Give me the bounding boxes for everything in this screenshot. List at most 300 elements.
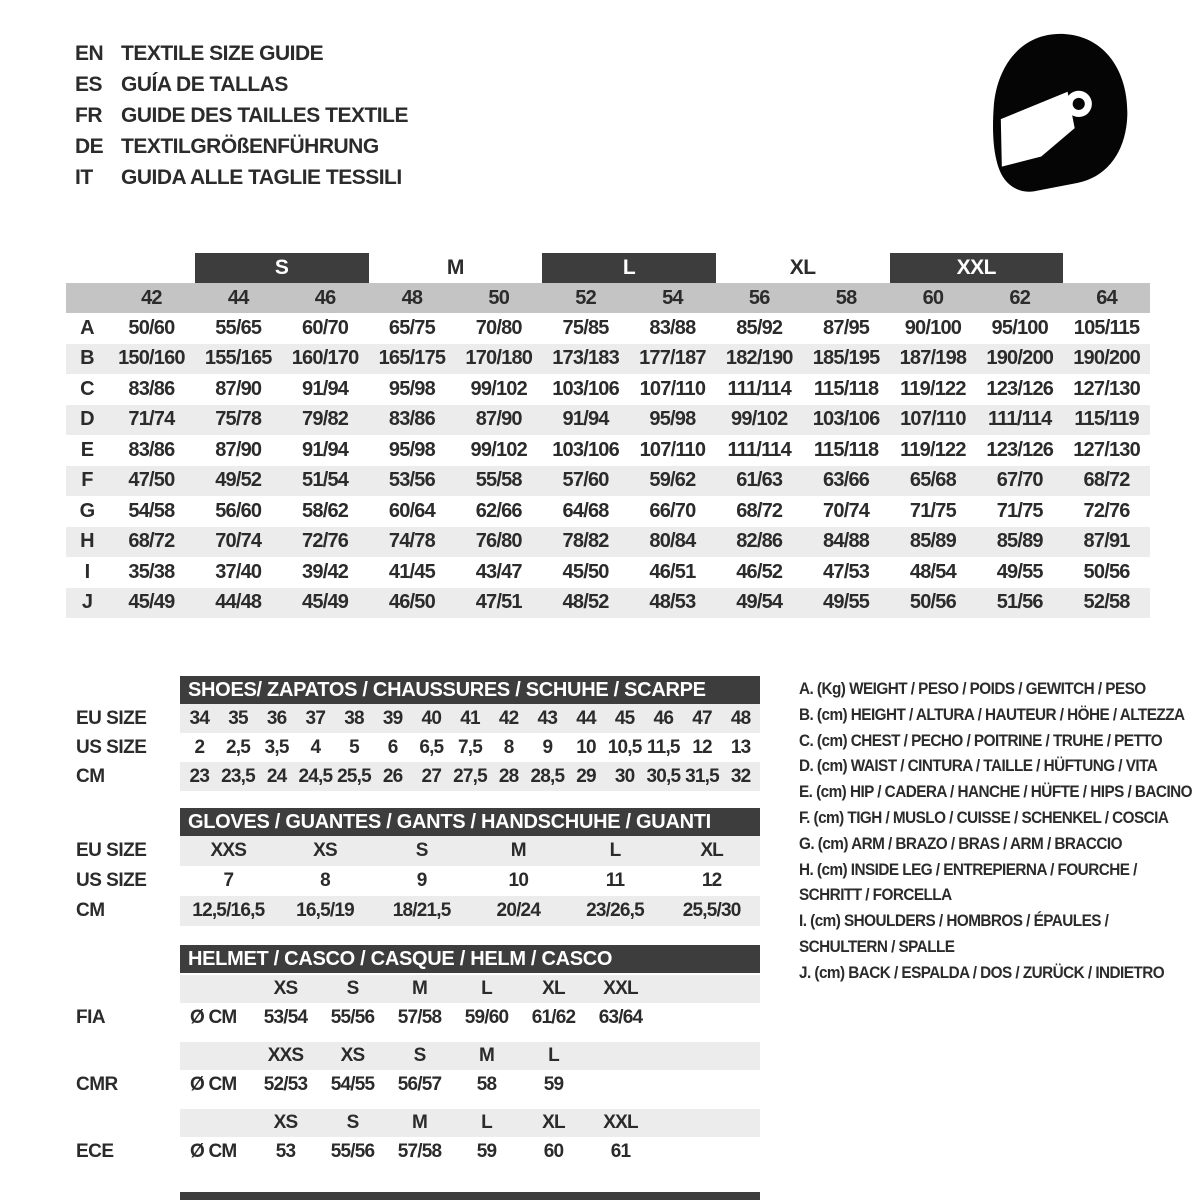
value-cell: 35 <box>228 707 248 729</box>
size-label: L <box>481 978 492 999</box>
size-value: 76/80 <box>475 530 522 553</box>
value-cell: 12 <box>692 736 712 758</box>
size-value: 99/102 <box>470 438 527 461</box>
value-cell: 12 <box>701 870 722 891</box>
legend-line: SCHULTERN / SPALLE <box>799 936 955 956</box>
size-value: 170/180 <box>465 347 533 370</box>
value-cell: 48 <box>730 707 751 729</box>
size-label: XXS <box>267 1045 304 1066</box>
gloves-size-table <box>66 808 776 926</box>
size-value: 127/130 <box>1073 438 1140 461</box>
size-value: 160/170 <box>291 347 359 370</box>
size-value: 46/52 <box>736 560 783 583</box>
size-value: 72/76 <box>1083 499 1130 522</box>
size-value: 82/86 <box>736 530 783 553</box>
size-value: 150/160 <box>118 347 185 370</box>
row-label: H <box>80 530 94 553</box>
value-cell: 55/56 <box>330 1007 375 1028</box>
value-cell: 9 <box>542 736 553 758</box>
size-value: 65/75 <box>388 316 435 339</box>
size-row-f <box>66 466 1150 497</box>
size-value: 85/92 <box>736 316 783 339</box>
size-row-a <box>66 313 1150 344</box>
value-cell: 31,5 <box>685 765 719 787</box>
value-cell: 12,5/16,5 <box>192 900 265 921</box>
row-cells <box>180 1137 760 1167</box>
size-value: 123/126 <box>986 377 1054 400</box>
value-cell: 59 <box>543 1074 564 1095</box>
value-cell: 45 <box>614 707 635 729</box>
language-title: TEXTILGRÖßENFÜHRUNG <box>121 134 379 158</box>
size-label: M <box>411 1112 428 1133</box>
legend-item-a <box>799 676 1186 702</box>
size-value: 49/55 <box>823 591 870 614</box>
size-value: 50/56 <box>1083 560 1130 583</box>
value-cell: XXS <box>210 840 247 861</box>
size-value: 61/63 <box>736 469 783 492</box>
size-value: 50/60 <box>128 316 175 339</box>
value-cell: 42 <box>498 707 519 729</box>
row-cells <box>180 896 760 926</box>
value-cell: 30 <box>614 765 635 787</box>
size-value: 177/187 <box>639 347 706 370</box>
standard-label: ECE <box>76 1141 114 1162</box>
table-row <box>66 762 776 791</box>
size-value: 51/54 <box>302 469 349 492</box>
size-value: 75/85 <box>562 316 609 339</box>
size-value: 85/89 <box>909 530 956 553</box>
size-value: 107/110 <box>639 377 706 400</box>
size-value: 119/122 <box>900 438 966 461</box>
value-cell: 11,5 <box>646 736 680 758</box>
value-cell: 24,5 <box>298 765 333 787</box>
value-cell: 20/24 <box>496 900 541 921</box>
value-cell: S <box>415 840 428 861</box>
size-value: 155/165 <box>204 347 272 370</box>
size-row-h <box>66 527 1150 558</box>
size-value: 52/58 <box>1083 591 1130 614</box>
size-value: 190/200 <box>986 347 1054 370</box>
size-value: 127/130 <box>1073 377 1140 400</box>
size-value: 50/56 <box>909 591 956 614</box>
row-label: CM <box>76 765 105 787</box>
legend-line: J. (cm) BACK / ESPALDA / DOS / ZURÜCK / INDIETRO <box>799 962 1165 982</box>
size-label: M <box>411 978 428 999</box>
size-value: 182/190 <box>725 347 793 370</box>
size-value: 67/70 <box>996 469 1043 492</box>
value-cell: 43 <box>537 707 558 729</box>
value-cell: 28,5 <box>530 765 565 787</box>
size-band-l: L <box>542 253 716 283</box>
numeric-size: 58 <box>835 286 857 309</box>
value-cell: 8 <box>320 870 330 891</box>
legend-item-f <box>799 805 1186 831</box>
measurement-rows <box>66 313 1150 618</box>
cropped-section-bar <box>180 1192 760 1200</box>
size-label: M <box>478 1045 495 1066</box>
language-code: FR <box>75 103 102 127</box>
value-cell: 26 <box>382 765 403 787</box>
size-row-b <box>66 344 1150 375</box>
size-value: 78/82 <box>562 530 609 553</box>
size-value: 105/115 <box>1073 316 1140 339</box>
legend-item-i <box>799 908 1186 960</box>
size-value: 70/74 <box>823 499 870 522</box>
value-cell: 23/26,5 <box>586 900 644 921</box>
legend-item-b <box>799 702 1186 728</box>
gloves-section-title: GLOVES / GUANTES / GANTS / HANDSCHUHE / GUANTI <box>180 808 760 836</box>
row-cells <box>180 1109 760 1137</box>
size-value: 107/110 <box>900 408 966 431</box>
size-value: 49/52 <box>215 469 262 492</box>
size-band-s: S <box>195 253 369 283</box>
helmet-size-table <box>66 945 776 1167</box>
size-value: 83/86 <box>128 438 175 461</box>
legend-line: I. (cm) SHOULDERS / HOMBROS / ÉPAULES / <box>799 911 1109 931</box>
value-cell: 59 <box>476 1141 497 1162</box>
value-cell: 8 <box>503 736 514 758</box>
size-value: 51/56 <box>996 591 1043 614</box>
legend-line: A. (Kg) WEIGHT / PESO / POIDS / GEWITCH / PESO <box>799 679 1146 698</box>
row-label: D <box>80 408 94 431</box>
size-value: 39/42 <box>302 560 349 583</box>
value-cell: 6,5 <box>419 736 444 758</box>
size-value: 111/114 <box>988 408 1052 431</box>
numeric-size: 52 <box>575 286 596 309</box>
value-cell: 40 <box>421 707 442 729</box>
size-value: 190/200 <box>1073 347 1140 370</box>
value-cell: 56/57 <box>397 1074 442 1095</box>
helmet-value-row <box>66 1137 776 1167</box>
row-label: C <box>80 377 94 400</box>
size-value: 47/51 <box>475 591 522 614</box>
size-value: 84/88 <box>823 530 870 553</box>
measurement-legend <box>799 676 1193 986</box>
unit-cell: Ø CM <box>190 1141 237 1162</box>
numeric-size: 46 <box>314 286 336 309</box>
value-cell: 25,5/30 <box>682 900 741 921</box>
legend-line: G. (cm) ARM / BRAZO / BRAS / ARM / BRACCIO <box>799 833 1122 853</box>
value-cell: 16,5/19 <box>296 900 354 921</box>
size-value: 54/58 <box>128 499 175 522</box>
size-value: 103/106 <box>552 377 619 400</box>
size-value: 87/91 <box>1083 530 1130 553</box>
row-label: A <box>80 316 94 339</box>
language-title: GUIDE DES TAILLES TEXTILE <box>121 103 408 127</box>
row-label: I <box>84 560 90 583</box>
size-value: 35/38 <box>128 560 175 583</box>
size-value: 55/65 <box>215 316 262 339</box>
value-cell: 25,5 <box>337 765 371 787</box>
value-cell: 54/55 <box>330 1074 375 1095</box>
size-value: 103/106 <box>552 438 619 461</box>
numeric-size: 50 <box>488 286 510 309</box>
size-value: 165/175 <box>378 347 446 370</box>
row-label: EU SIZE <box>76 707 147 729</box>
size-value: 72/76 <box>302 530 349 553</box>
size-value: 70/80 <box>475 316 522 339</box>
language-row <box>75 38 408 69</box>
size-value: 60/70 <box>302 316 349 339</box>
row-cells <box>180 1003 760 1033</box>
legend-item-g <box>799 831 1186 857</box>
helmet-group-fia <box>66 975 776 1033</box>
size-row-i <box>66 557 1150 588</box>
helmet-group-ece <box>66 1109 776 1167</box>
value-cell: 58 <box>476 1074 497 1095</box>
language-code: DE <box>75 134 104 158</box>
table-row <box>66 733 776 762</box>
value-cell: 4 <box>310 736 321 758</box>
size-value: 99/102 <box>731 408 788 431</box>
value-cell: 28 <box>498 765 519 787</box>
standard-label: FIA <box>76 1007 106 1028</box>
legend-item-c <box>799 728 1186 754</box>
value-cell: 23,5 <box>221 765 255 787</box>
size-label: S <box>346 1112 359 1133</box>
row-cells <box>180 1042 760 1070</box>
language-row <box>75 162 408 193</box>
row-label: US SIZE <box>76 870 147 891</box>
value-cell: 46 <box>653 707 674 729</box>
size-value: 91/94 <box>562 408 609 431</box>
value-cell: 24 <box>266 765 287 787</box>
unit-cell: Ø CM <box>190 1007 237 1028</box>
value-cell: 37 <box>305 707 326 729</box>
size-value: 187/198 <box>899 347 967 370</box>
value-cell: 10,5 <box>607 736 642 758</box>
size-value: 90/100 <box>904 316 962 339</box>
row-label: US SIZE <box>76 736 147 758</box>
row-label <box>66 1042 180 1070</box>
value-cell: 5 <box>349 736 359 758</box>
size-value: 65/68 <box>909 469 956 492</box>
size-value: 41/45 <box>388 560 435 583</box>
value-cell: 53/54 <box>263 1007 308 1028</box>
size-value: 49/54 <box>736 591 783 614</box>
numeric-size: 44 <box>227 286 249 309</box>
numeric-size: 62 <box>1009 286 1031 309</box>
value-cell: 7,5 <box>457 736 482 758</box>
value-cell: 13 <box>730 736 751 758</box>
legend-line: H. (cm) INSIDE LEG / ENTREPIERNA / FOURCHE / <box>799 859 1137 879</box>
size-row-j <box>66 588 1150 619</box>
language-row <box>75 100 408 131</box>
size-value: 115/118 <box>813 438 879 461</box>
row-label: G <box>79 499 95 522</box>
size-value: 83/86 <box>128 377 175 400</box>
size-label: L <box>481 1112 492 1133</box>
row-label: EU SIZE <box>76 840 147 861</box>
size-value: 79/82 <box>302 408 349 431</box>
size-label: XS <box>340 1045 365 1066</box>
size-label: L <box>548 1045 559 1066</box>
size-value: 64/68 <box>562 499 609 522</box>
size-value: 56/60 <box>215 499 262 522</box>
table-row <box>66 866 776 896</box>
value-cell: 63/64 <box>598 1007 643 1028</box>
size-value: 95/100 <box>991 316 1048 339</box>
unit-cell: Ø CM <box>190 1074 237 1095</box>
size-value: 70/74 <box>215 530 262 553</box>
size-value: 55/58 <box>475 469 522 492</box>
helmet-size-header-row <box>66 975 776 1003</box>
corner-cell <box>66 283 108 313</box>
value-cell: 36 <box>266 707 287 729</box>
row-label: J <box>81 591 93 614</box>
value-cell: 55/56 <box>330 1141 375 1162</box>
table-row <box>66 836 776 866</box>
size-label: XL <box>542 1112 565 1133</box>
legend-line: SCHRITT / FORCELLA <box>799 885 952 905</box>
size-value: 91/94 <box>302 377 349 400</box>
size-value: 44/48 <box>215 591 262 614</box>
numeric-size: 54 <box>662 286 683 309</box>
value-cell: 53 <box>275 1141 296 1162</box>
size-value: 83/88 <box>649 316 696 339</box>
value-cell: 52/53 <box>263 1074 308 1095</box>
size-value: 115/118 <box>813 377 879 400</box>
value-cell: 60 <box>543 1141 564 1162</box>
value-cell: 9 <box>416 870 427 891</box>
size-value: 75/78 <box>215 408 262 431</box>
size-value: 119/122 <box>900 377 966 400</box>
shoes-section-title: SHOES/ ZAPATOS / CHAUSSURES / SCHUHE / SCARPE <box>180 676 760 704</box>
size-label: XS <box>273 978 298 999</box>
legend-line: E. (cm) HIP / CADERA / HANCHE / HÜFTE / HIPS / BACINO <box>799 782 1193 802</box>
value-cell: 44 <box>576 707 596 729</box>
size-value: 48/52 <box>562 591 609 614</box>
size-value: 83/86 <box>388 408 435 431</box>
language-row <box>75 69 408 100</box>
language-code: IT <box>75 165 93 189</box>
row-label: CM <box>76 900 105 921</box>
row-cells <box>180 762 760 791</box>
size-value: 111/114 <box>727 438 791 461</box>
language-title: GUÍA DE TALLAS <box>121 72 288 96</box>
numeric-size: 42 <box>141 286 162 309</box>
size-value: 47/53 <box>823 560 870 583</box>
size-value: 80/84 <box>649 530 696 553</box>
value-cell: 6 <box>387 736 398 758</box>
racing-helmet-icon <box>980 28 1138 198</box>
size-row-d <box>66 405 1150 436</box>
row-label <box>66 1109 180 1137</box>
size-value: 63/66 <box>823 469 870 492</box>
value-cell: 30,5 <box>646 765 681 787</box>
language-title: GUIDA ALLE TAGLIE TESSILI <box>121 165 402 189</box>
size-value: 45/50 <box>562 560 609 583</box>
size-label: XXL <box>603 978 638 999</box>
size-value: 62/66 <box>475 499 522 522</box>
size-value: 49/55 <box>996 560 1043 583</box>
value-cell: 27 <box>421 765 442 787</box>
language-code: ES <box>75 72 103 96</box>
value-cell: 61 <box>610 1141 631 1162</box>
value-cell: 3,5 <box>264 736 289 758</box>
size-value: 45/49 <box>302 591 349 614</box>
language-title: TEXTILE SIZE GUIDE <box>121 41 324 65</box>
value-cell: 23 <box>189 765 210 787</box>
size-value: 43/47 <box>475 560 522 583</box>
value-cell: 47 <box>692 707 712 729</box>
row-label <box>66 975 180 1003</box>
size-label: XS <box>273 1112 298 1133</box>
size-value: 66/70 <box>649 499 696 522</box>
value-cell: 29 <box>576 765 596 787</box>
value-cell: 7 <box>223 870 234 891</box>
size-value: 48/53 <box>649 591 696 614</box>
size-value: 87/90 <box>215 438 262 461</box>
size-value: 46/50 <box>388 591 435 614</box>
size-value: 87/90 <box>215 377 262 400</box>
size-label: S <box>413 1045 426 1066</box>
value-cell: 10 <box>576 736 596 758</box>
legend-item-e <box>799 779 1193 805</box>
value-cell: 57/58 <box>397 1141 442 1162</box>
row-label: E <box>80 438 94 461</box>
table-row <box>66 896 776 926</box>
numeric-size-header-row <box>66 283 1150 313</box>
size-label: S <box>346 978 359 999</box>
size-value: 71/75 <box>909 499 956 522</box>
value-cell: 41 <box>460 707 480 729</box>
size-value: 68/72 <box>128 530 175 553</box>
size-band-m: M <box>446 256 464 279</box>
size-value: 48/54 <box>909 560 956 583</box>
size-value: 91/94 <box>302 438 349 461</box>
legend-line: B. (cm) HEIGHT / ALTURA / HAUTEUR / HÖHE / ALTEZZA <box>799 704 1185 724</box>
size-value: 74/78 <box>388 530 435 553</box>
size-value: 103/106 <box>812 408 880 431</box>
size-value: 111/114 <box>727 377 791 400</box>
value-cell: 18/21,5 <box>392 900 451 921</box>
size-value: 68/72 <box>1083 469 1130 492</box>
size-value: 95/98 <box>649 408 696 431</box>
size-value: 173/183 <box>552 347 619 370</box>
numeric-size: 56 <box>748 286 770 309</box>
size-row-g <box>66 496 1150 527</box>
language-title-list <box>75 38 408 193</box>
size-value: 95/98 <box>388 377 435 400</box>
helmet-group-cmr <box>66 1042 776 1100</box>
value-cell: 39 <box>382 707 403 729</box>
helmet-size-header-row <box>66 1042 776 1070</box>
standard-label: CMR <box>76 1074 118 1095</box>
value-cell: XL <box>700 840 723 861</box>
shoes-size-table <box>66 676 776 791</box>
value-cell: 34 <box>189 707 210 729</box>
size-value: 71/74 <box>128 408 175 431</box>
size-band-xl: XL <box>789 256 816 279</box>
helmet-section-title: HELMET / CASCO / CASQUE / HELM / CASCO <box>180 945 760 973</box>
value-cell: XS <box>313 840 337 861</box>
value-cell: L <box>609 840 621 861</box>
value-cell: 59/60 <box>464 1007 509 1028</box>
size-value: 53/56 <box>388 469 435 492</box>
size-value: 115/119 <box>1074 408 1139 431</box>
size-band-xxl: XXL <box>890 253 1064 283</box>
size-value: 71/75 <box>996 499 1043 522</box>
size-value: 37/40 <box>215 560 262 583</box>
size-value: 60/64 <box>388 499 435 522</box>
helmet-value-row <box>66 1070 776 1100</box>
legend-item-d <box>799 753 1186 779</box>
value-cell: 27,5 <box>453 765 487 787</box>
size-label: XXL <box>603 1112 638 1133</box>
size-value: 87/90 <box>475 408 522 431</box>
row-label: B <box>80 347 94 370</box>
